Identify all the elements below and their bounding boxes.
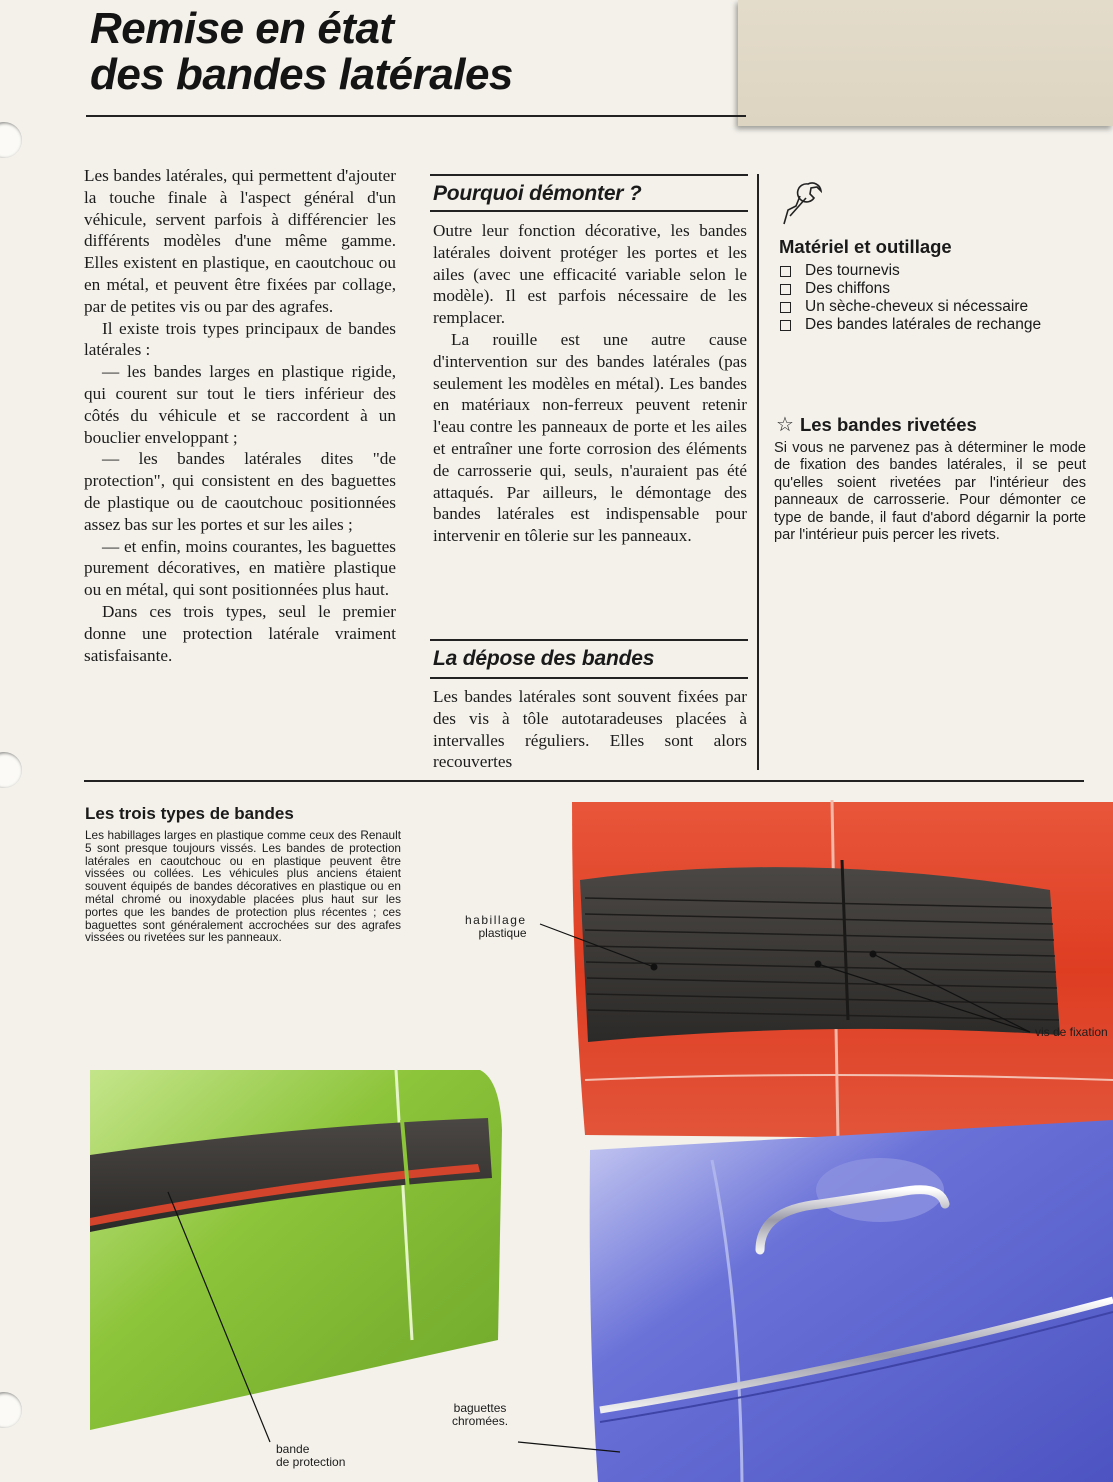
why-paragraph: Outre leur fonction décorative, les bandes latérales doivent protéger les portes et les ailes (avec une efficacité variable selon le modèle). Il est parfois nécessaire de les remplacer. (433, 221, 747, 328)
red-car-illustration (572, 800, 1113, 1140)
intro-paragraph: Dans ces trois types, seul le premier donne une protection latérale vraiment satisfaisante. (84, 601, 396, 665)
checkbox-icon (780, 320, 791, 331)
blue-car-illustration (590, 1120, 1113, 1482)
wrench-screwdriver-icon (778, 180, 822, 226)
label-line: baguettes (453, 1401, 507, 1415)
checkbox-icon (780, 302, 791, 313)
list-item (780, 262, 1100, 280)
label-line: de protection (276, 1455, 346, 1469)
removal-column (433, 686, 747, 773)
caption-heading: Les trois types de bandes (85, 804, 294, 823)
green-car-illustration (90, 1070, 502, 1430)
why-heading: Pourquoi démonter ? (433, 182, 642, 205)
star-outline-icon: ☆ (776, 414, 794, 436)
corner-tab (738, 0, 1113, 126)
why-paragraph: La rouille est une autre cause d'intervention sur des bandes latérales (pas seulement les modèles en métal). Les bandes en matériaux non-ferreux peuvent retenir l'eau contre les panneaux de porte et les ailes et entraîner une forte corrosion des éléments de carrosserie qui, seuls, n'auraient pas été attaqués. Par ailleurs, le démontage des bandes latérales est indispensable pour intervenir en tôlerie sur les panneaux. (433, 329, 747, 546)
why-column (433, 220, 747, 547)
label-line: bande (276, 1442, 310, 1456)
tool-item-label: Des tournevis (805, 262, 900, 279)
riveted-heading: Les bandes rivetées (799, 413, 977, 435)
label-habillage (465, 914, 527, 940)
title-line-1: Remise en état (90, 4, 394, 53)
tools-list (780, 262, 1100, 334)
tool-item-label: Un sèche-cheveux si nécessaire (805, 298, 1029, 315)
title-divider (86, 115, 746, 117)
list-item (780, 280, 1100, 298)
intro-list-item: — les bandes latérales dites "de protection", qui consistent en des baguettes de plastique ou de caoutchouc positionnées assez bas sur les portes et sur les ailes ; (84, 449, 396, 534)
intro-paragraph: Il existe trois types principaux de bandes latérales : (84, 318, 396, 360)
list-item (780, 298, 1100, 316)
intro-list-item: — et enfin, moins courantes, les baguettes purement décoratives, en matière plastique ou en métal, qui sont positionnées plus haut. (84, 536, 396, 600)
label-bande (276, 1443, 345, 1469)
illustration-panel (0, 780, 1113, 1482)
section-divider (430, 677, 748, 679)
label-vis: vis de fixation (1035, 1026, 1108, 1039)
riveted-text: Si vous ne parvenez pas à déterminer le mode de fixation des bandes latérales, il se peut qu'elles soient rivetées par l'intérieur des panneaux de carrosserie. Pour démonter ce type de bande, il faut d'abord dégarnir la porte par l'intérieur puis percer les rivets. (774, 440, 1086, 544)
tools-heading: Matériel et outillage (779, 236, 952, 257)
title-line-2: des bandes latérales (90, 50, 513, 99)
label-line: plastique (478, 926, 527, 940)
checkbox-icon (780, 284, 791, 295)
tool-item-label: Des chiffons (805, 280, 891, 297)
intro-column (84, 165, 396, 666)
intro-list-item: — les bandes larges en plastique rigide, qui courent sur tout le tiers inférieur des côtés du véhicule et se raccordent à un bouclier enveloppant ; (84, 362, 396, 447)
label-line: habillage (465, 913, 527, 927)
binder-hole (0, 122, 22, 158)
tool-item-label: Des bandes latérales de rechange (805, 316, 1042, 333)
caption-text: Les habillages larges en plastique comme ceux des Renault 5 sont presque toujours vissés. Les bandes de protection latérales en caoutchouc ou en plastique peuvent être vissées ou collées. Les véhicules plus anciens étaient souvent équipés de bandes décoratives en plastique ou en métal chromé ou inoxydable placées plus haut sur les portes que les bandes de protection plus récentes ; ces baguettes sont généralement accrochées sur des agrafes vissées ou rivetées sur les panneaux. (85, 828, 401, 945)
intro-paragraph: Les bandes latérales, qui permettent d'ajouter la touche finale à l'aspect général d'un véhicule, servent parfois à différencier les différents modèles d'une même gamme. Elles existent en plastique, en caoutchouc ou en métal, et peuvent être fixées par collage, par de petites vis ou par des agrafes. (84, 166, 396, 316)
section-divider (430, 210, 748, 212)
checkbox-icon (780, 266, 791, 277)
removal-paragraph: Les bandes latérales sont souvent fixées par des vis à tôle autotaradeuses placées à intervalles réguliers. Elles sont alors recouvertes (433, 687, 747, 772)
column-divider (757, 174, 759, 770)
riveted-heading-row (776, 412, 977, 437)
section-divider (430, 639, 748, 641)
list-item (780, 316, 1100, 334)
section-divider (430, 174, 748, 176)
page-title (90, 6, 730, 98)
label-line: chromées. (452, 1414, 509, 1428)
label-baguettes (452, 1402, 508, 1428)
removal-heading: La dépose des bandes (433, 647, 655, 670)
